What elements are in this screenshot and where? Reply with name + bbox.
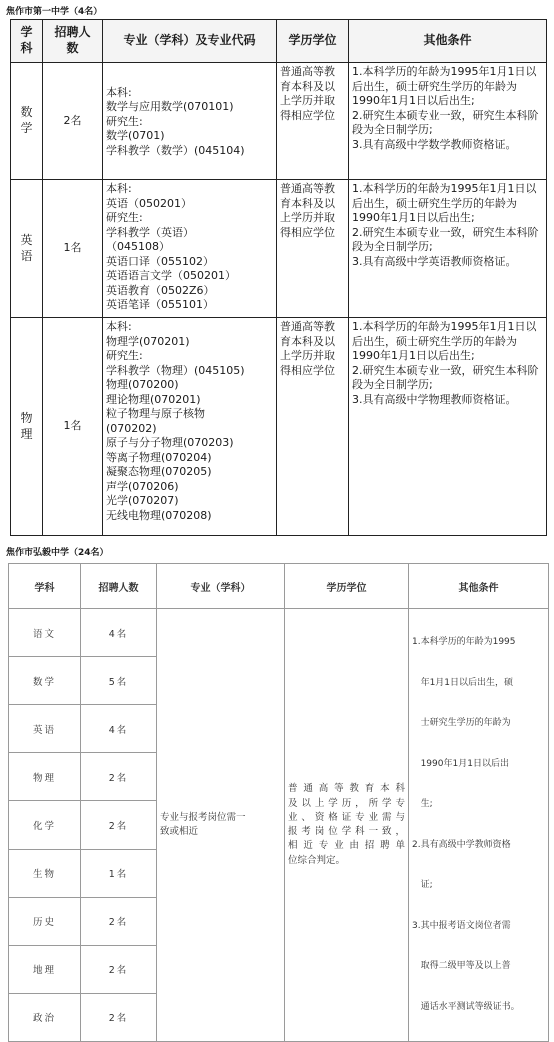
subject-cell: 政治	[9, 993, 81, 1041]
section-title: 焦作市第一中学（4名）	[6, 7, 103, 17]
count-cell: 1名	[43, 318, 103, 536]
section-title: 焦作市弘毅中学（24名）	[6, 548, 109, 558]
subject-cell: 物理	[9, 753, 81, 801]
edu-cell: 普通高等教育本科 及以上学历，所学专 业、资格证专业需与 报考岗位学科一致， 相近专业由招聘单 位综合判定。	[285, 609, 409, 1042]
subject-cell: 化学	[9, 801, 81, 849]
header-count: 招聘人数	[81, 564, 157, 609]
subject-cell: 物 理	[11, 318, 43, 536]
subject-cell: 数学	[9, 657, 81, 705]
major-cell: 本科: 物理学(070201) 研究生: 学科教学（物理）(045105) 物理(070200) 理论物理(070201) 粒子物理与原子核物 (070202) 原子与分子物理(070203) 等离子物理(070204) 凝聚态物理(070205) 声学(070206) 光学(070207) 无线电物理(070208)	[103, 318, 277, 536]
table-header-row	[9, 564, 549, 609]
count-cell: 2名	[81, 801, 157, 849]
count-cell: 2名	[43, 63, 103, 180]
header-subject: 学 科	[11, 20, 43, 63]
edu-cell: 普通高等教育本科及以上学历并取得相应学位	[277, 180, 349, 318]
other-cell: 1.本科学历的年龄为1995年1月1日以后出生，硕士研究生学历的年龄为1990年1月1日以后出生; 2.研究生本硕专业一致，研究生本科阶段为全日制学历; 3.具有高级中学英语教师资格证。	[349, 180, 547, 318]
header-major: 专业（学科）	[157, 564, 285, 609]
major-cell: 本科: 英语（050201） 研究生: 学科教学（英语） （045108） 英语口译（055102） 英语语言文学（050201） 英语教育（0502Z6） 英语笔译（055101）	[103, 180, 277, 318]
count-cell: 2名	[81, 753, 157, 801]
count-cell: 4名	[81, 609, 157, 657]
header-subject: 学科	[9, 564, 81, 609]
other-cell: 1.本科学历的年龄为1995年1月1日以后出生，硕士研究生学历的年龄为1990年1月1日以后出生; 2.研究生本硕专业一致，研究生本科阶段为全日制学历; 3.具有高级中学数学教师资格证。	[349, 63, 547, 180]
table-row	[9, 609, 549, 657]
header-other: 其他条件	[349, 20, 547, 63]
subject-cell: 数 学	[11, 63, 43, 180]
count-cell: 2名	[81, 993, 157, 1041]
subject-cell: 历史	[9, 897, 81, 945]
header-edu: 学历学位	[277, 20, 349, 63]
count-cell: 2名	[81, 897, 157, 945]
count-cell: 2名	[81, 945, 157, 993]
count-cell: 4名	[81, 705, 157, 753]
subject-cell: 语文	[9, 609, 81, 657]
other-cell: 1.本科学历的年龄为1995 年1月1日以后出生，硕 士研究生学历的年龄为 1990年1月1日以后出 生; 2.具有高级中学教师资格 证; 3.其中报考语文岗位者需 取得二级甲等及以上普 通话水平测试等级证书。	[409, 609, 549, 1042]
header-edu: 学历学位	[285, 564, 409, 609]
edu-cell: 普通高等教育本科及以上学历并取得相应学位	[277, 318, 349, 536]
count-cell: 5名	[81, 657, 157, 705]
header-count: 招聘人 数	[43, 20, 103, 63]
major-cell: 本科: 数学与应用数学(070101) 研究生: 数学(0701) 学科教学（数学）(045104)	[103, 63, 277, 180]
count-cell: 1名	[81, 849, 157, 897]
subject-cell: 英 语	[11, 180, 43, 318]
table-row	[11, 318, 547, 536]
table-row	[11, 180, 547, 318]
table-row	[11, 63, 547, 180]
recruitment-table-1	[10, 19, 547, 536]
major-cell: 专业与报考岗位需一 致或相近	[157, 609, 285, 1042]
subject-cell: 英语	[9, 705, 81, 753]
header-other: 其他条件	[409, 564, 549, 609]
other-cell: 1.本科学历的年龄为1995年1月1日以后出生，硕士研究生学历的年龄为1990年1月1日以后出生; 2.研究生本硕专业一致，研究生本科阶段为全日制学历; 3.具有高级中学物理教师资格证。	[349, 318, 547, 536]
subject-cell: 地理	[9, 945, 81, 993]
header-major: 专业（学科）及专业代码	[103, 20, 277, 63]
recruitment-table-2	[8, 563, 549, 1042]
table-header-row	[11, 20, 547, 63]
count-cell: 1名	[43, 180, 103, 318]
subject-cell: 生物	[9, 849, 81, 897]
edu-cell: 普通高等教育本科及以上学历并取得相应学位	[277, 63, 349, 180]
